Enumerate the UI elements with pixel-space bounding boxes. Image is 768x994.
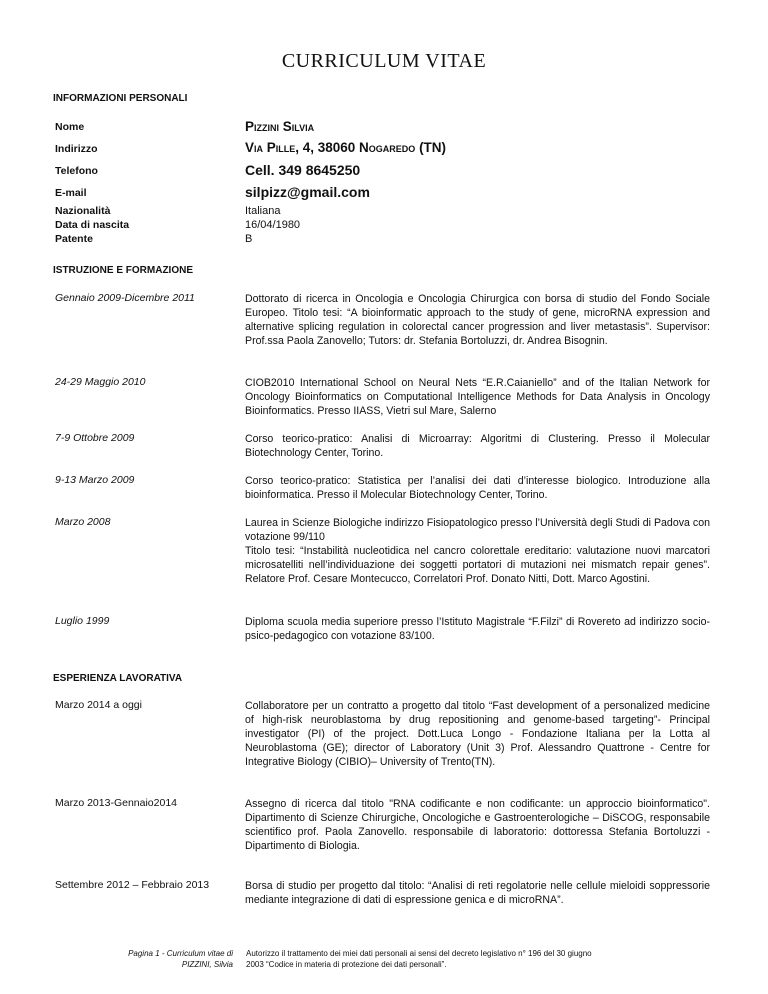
education-description: Dottorato di ricerca in Oncologia e Oncologia Chirurgica con borsa di studio del Fondo Sociale Europeo. Titolo tesi: “A bioinformatic approach to the study of gene, microRNA expression and alternative splicing regulation in colorectal cancer progression and liver metastasis”. Supervisor: Prof.ssa Paola Zanovello; Tutors: dr. Stefania Bortoluzzi, dr. Andrea Bisognin.	[245, 293, 710, 347]
work-description: Borsa di studio per progetto dal titolo: “Analisi di reti regolatorie nelle cellule mieloidi soppressorie mediante integrazione di dati di espressione genica e di microRNA”.	[245, 880, 710, 906]
privacy-line: Autorizzo il trattamento dei miei dati personali ai sensi del decreto legislativo n° 196 del 30 giugno	[246, 949, 592, 958]
work-date: Marzo 2013-Gennaio2014	[55, 797, 178, 809]
section-heading-education: ISTRUZIONE E FORMAZIONE	[53, 265, 193, 276]
section-heading-work: ESPERIENZA LAVORATIVA	[53, 673, 183, 684]
section-heading-personal: INFORMAZIONI PERSONALI	[53, 93, 188, 104]
privacy-note	[246, 948, 666, 970]
education-date: 24-29 Maggio 2010	[55, 376, 146, 388]
phone-value: Cell. 349 8645250	[245, 162, 361, 178]
education-date: 7-9 Ottobre 2009	[55, 432, 135, 444]
address-value: Via Pille, 4, 38060 Nogaredo (TN)	[245, 140, 447, 155]
privacy-line: 2003 “Codice in materia di protezione dei dati personali”.	[246, 960, 447, 969]
footer-page-line: Pagina 1 - Curriculum vitae di	[128, 949, 233, 958]
nationality-value: Italiana	[245, 205, 281, 217]
name-label: Nome	[55, 121, 85, 133]
nationality-label: Nazionalità	[55, 205, 111, 217]
page-footer	[100, 948, 233, 970]
birth-label: Data di nascita	[55, 219, 130, 231]
work-description: Assegno di ricerca dal titolo "RNA codificante e non codificante: un approccio bioinformatico". Dipartimento di Scienze Chirurgiche, Oncologiche e Gastroenterologiche – DiSCOG, responsabile scientifico prof. Paola Zanovello. responsabile di laboratorio: dottoressa Stefania Bortoluzzi - Dipartimento di Biologia.	[245, 798, 710, 852]
work-date: Settembre 2012 – Febbraio 2013	[55, 879, 210, 891]
education-description: Corso teorico-pratico: Statistica per l’analisi dei dati d’interesse biologico. Introduzione alla bioinformatica. Presso il Molecular Biotechnology Center, Torino.	[245, 475, 710, 501]
education-date: Marzo 2008	[55, 516, 111, 528]
page-title: CURRICULUM VITAE	[281, 50, 487, 72]
education-description: CIOB2010 International School on Neural Nets “E.R.Caianiello” and of the Italian Network for Oncology Bioinformatics on Computational Intelligence Methods for Data Analysis in Oncology Bioinformatics. Presso IIASS, Vietri sul Mare, Salerno	[245, 377, 710, 417]
footer-name-line: PIZZINI, Silvia	[181, 960, 233, 969]
degree-text: Laurea in Scienze Biologiche indirizzo Fisiopatologico presso l’Università degli Studi di Padova con votazione 99/110	[245, 517, 710, 543]
education-description: Diploma scuola media superiore presso l’Istituto Magistrale “F.Filzi” di Rovereto ad indirizzo socio-psico-pedagogico con votazione 83/100.	[245, 616, 710, 642]
work-date: Marzo 2014 a oggi	[55, 699, 142, 711]
name-value: Pizzini Silvia	[245, 119, 315, 134]
education-description	[245, 516, 710, 586]
email-label: E-mail	[55, 187, 87, 199]
address-label: Indirizzo	[55, 143, 98, 155]
education-date: Luglio 1999	[55, 615, 110, 627]
work-description: Collaboratore per un contratto a progetto dal titolo “Fast development of a personalized medicine of high-risk neuroblastoma by drug repositioning and genome-based targeting”- Principal investigator (PI) of the project. Dott.Luca Longo - Fondazione Italiana per la Lotta al Neuroblastoma (GE); director of Laboratory (Unit 3) Prof. Alessandro Quattrone - Centre for Integrative Biology (CIBIO)– University of Trento(TN).	[245, 700, 710, 768]
thesis-text: Titolo tesi: “Instabilità nucleotidica nel cancro colorettale ereditario: valutazione nuovi marcatori microsatelliti nell’individuazione dei soggetti portatori di mutazioni nei mismatch repair genes”. Relatore Prof. Cesare Montecucco, Correlatori Prof. Donato Nitti, Dott. Marco Agostini.	[245, 545, 710, 585]
license-value: B	[245, 233, 253, 245]
email-value: silpizz@gmail.com	[245, 184, 370, 200]
education-date: 9-13 Marzo 2009	[55, 474, 135, 486]
license-label: Patente	[55, 233, 93, 245]
phone-label: Telefono	[55, 165, 98, 177]
education-description: Corso teorico-pratico: Analisi di Microarray: Algoritmi di Clustering. Presso il Molecular Biotechnology Center, Torino.	[245, 433, 710, 459]
education-date: Gennaio 2009-Dicembre 2011	[55, 292, 195, 304]
birth-value: 16/04/1980	[245, 219, 301, 231]
